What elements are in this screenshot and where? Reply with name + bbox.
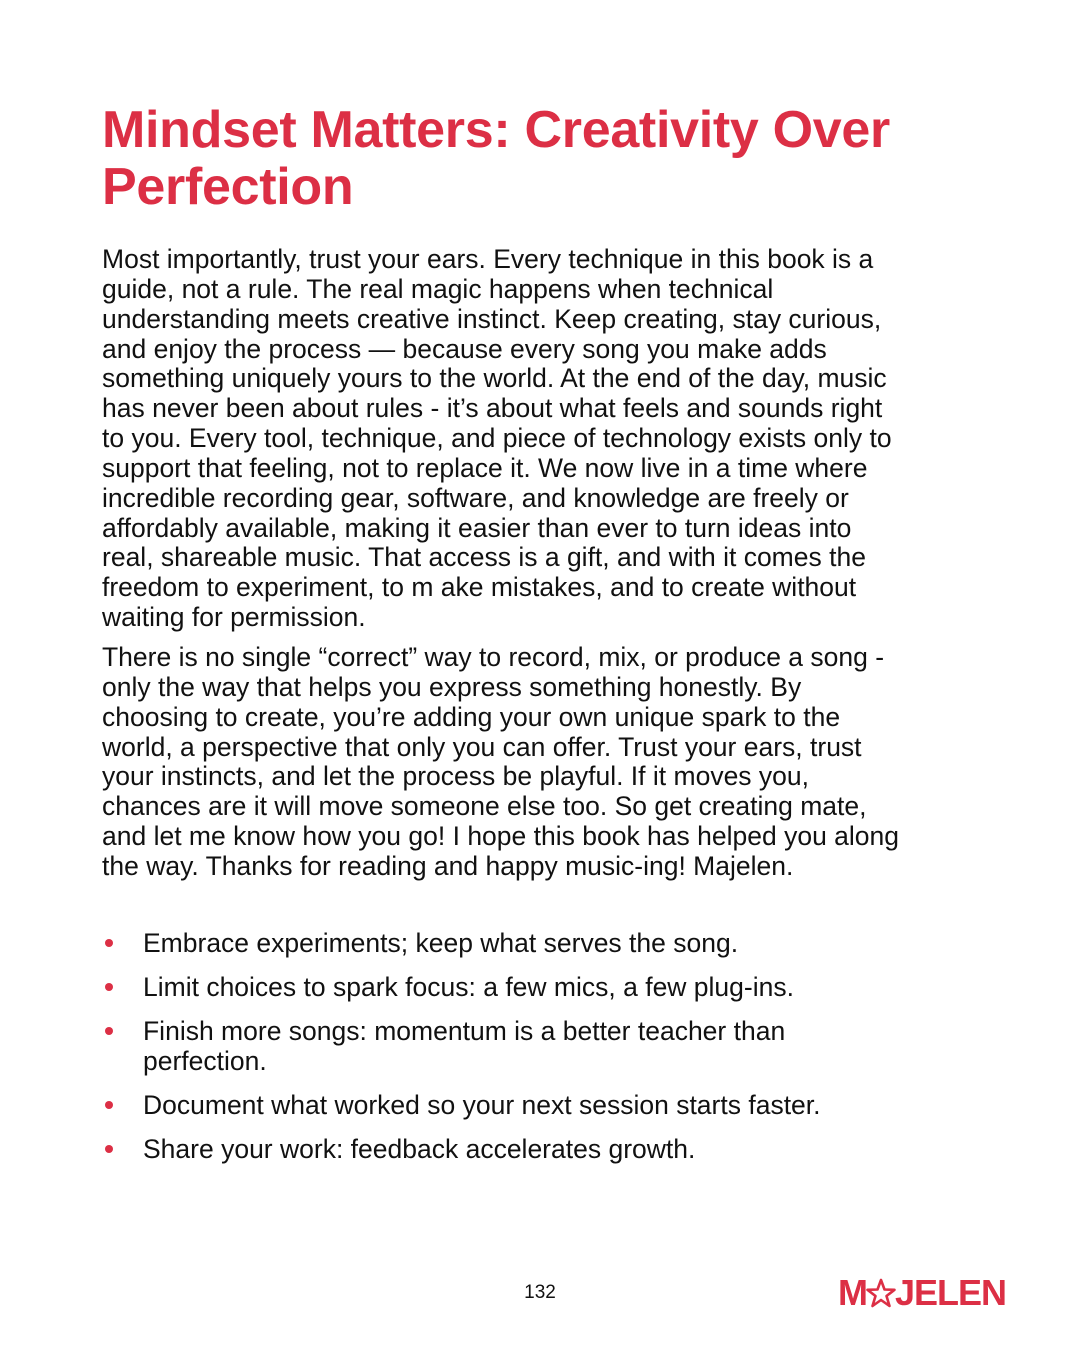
text-line: chances are it will move someone else too. So get creating mate, [102,791,867,822]
title-line: Mindset Matters: Creativity Over [102,101,890,159]
paragraph-2 [102,643,899,882]
text-line: and enjoy the process — because every song you make adds [102,333,827,364]
list-item [102,972,821,1002]
majelen-logo [838,1272,1007,1313]
text-line: something uniquely yours to the world. At the end of the day, music [102,363,887,394]
list-item [102,1016,821,1076]
text-line: affordably available, making it easier than ever to turn ideas into [102,512,852,543]
text-line: incredible recording gear, software, and knowledge are freely or [102,482,849,513]
text-line: your instincts, and let the process be playful. If it moves you, [102,761,810,792]
text-line: to you. Every tool, technique, and piece of technology exists only to [102,423,892,454]
bullet-icon [105,1145,113,1153]
list-item [102,1090,821,1120]
logo-right: JELEN [895,1272,1007,1313]
bullet-icon [105,1027,113,1035]
bullet-icon [105,983,113,991]
text-line: and let me know how you go! I hope this book has helped you along [102,821,900,852]
text-line: guide, not a rule. The real magic happens when technical [102,273,774,304]
bullet-icon [105,1101,113,1109]
list-item-text: perfection. [143,1046,267,1076]
list-item-text: Share your work: feedback accelerates growth. [143,1134,696,1164]
paragraph-1 [102,245,892,633]
text-line: Most importantly, trust your ears. Every technique in this book is a [102,244,874,274]
list-item-text: Limit choices to spark focus: a few mics, a few plug-ins. [143,972,794,1002]
star-icon [866,1278,896,1308]
list-item-text: Embrace experiments; keep what serves the song. [143,928,739,958]
page-number: 132 [524,1282,556,1303]
text-line: There is no single “correct” way to record, mix, or produce a song - [102,642,885,672]
list-item [102,928,821,958]
text-line: world, a perspective that only you can offer. Trust your ears, trust [102,731,862,762]
text-line: only the way that helps you express something honestly. By [102,671,802,702]
list-item-text: Finish more songs: momentum is a better teacher than [143,1016,786,1046]
text-line: has never been about rules - it’s about what feels and sounds right [102,393,883,424]
text-line: the way. Thanks for reading and happy music-ing! Majelen. [102,850,794,881]
text-line: choosing to create, you’re adding your own unique spark to the [102,701,841,732]
page-title [102,102,890,216]
bullet-list [102,928,821,1178]
logo-left: M [838,1272,867,1313]
text-line: freedom to experiment, to m ake mistakes, and to create without [102,572,857,603]
list-item-text: Document what worked so your next session starts faster. [143,1090,821,1120]
bullet-icon [105,939,113,947]
list-item [102,1134,821,1164]
title-line: Perfection [102,158,354,216]
text-line: support that feeling, not to replace it. We now live in a time where [102,452,868,483]
text-line: understanding meets creative instinct. Keep creating, stay curious, [102,303,882,334]
text-line: waiting for permission. [102,602,366,633]
text-line: real, shareable music. That access is a gift, and with it comes the [102,542,866,573]
